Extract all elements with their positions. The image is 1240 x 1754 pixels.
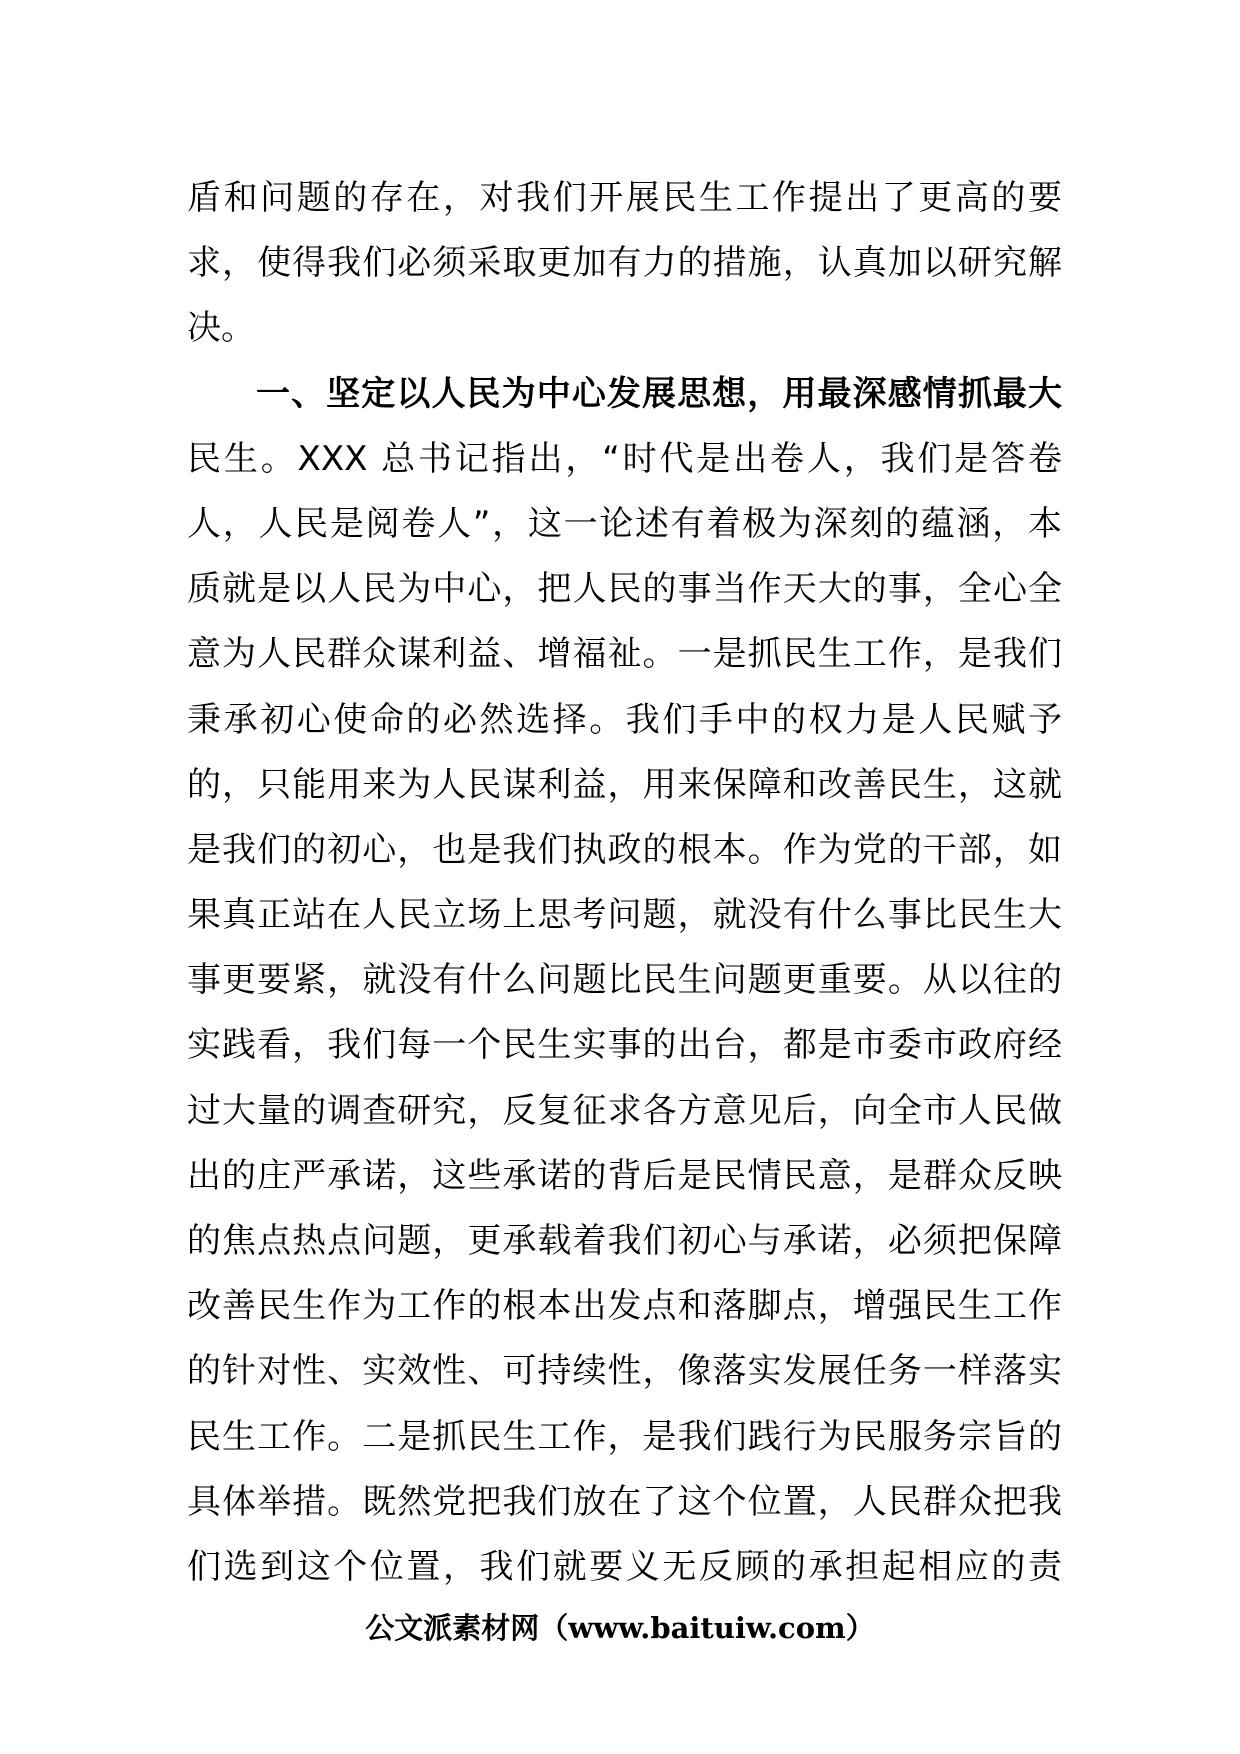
text-line: 人，人民是阅卷人”，这一论述有着极为深刻的蕴涵，本 <box>187 503 1062 544</box>
text-line: 改善民生作为工作的根本出发点和落脚点，增强民生工作 <box>187 1286 1062 1327</box>
text-line: 秉承初心使命的必然选择。我们手中的权力是人民赋予 <box>187 699 1062 740</box>
text-line: 的，只能用来为人民谋利益，用来保障和改善民生，这就 <box>187 764 1062 805</box>
text-line: 民生。XXX 总书记指出，“时代是出卷人，我们是答卷 <box>187 438 1062 479</box>
document-body <box>187 166 1062 1600</box>
text-line: 果真正站在人民立场上思考问题，就没有什么事比民生大 <box>187 895 1062 936</box>
text-line: 民生工作。二是抓民生工作，是我们践行为民服务宗旨的 <box>187 1416 1062 1457</box>
text-line: 实践看，我们每一个民生实事的出台，都是市委市政府经 <box>187 1025 1062 1066</box>
text-line: 过大量的调查研究，反复征求各方意见后，向全市人民做 <box>187 1090 1062 1131</box>
text-line: 事更要紧，就没有什么问题比民生问题更重要。从以往的 <box>187 960 1062 1001</box>
text-line: 意为人民群众谋利益、增福祉。一是抓民生工作，是我们 <box>187 634 1062 675</box>
text-line: 是我们的初心，也是我们执政的根本。作为党的干部，如 <box>187 829 1062 870</box>
text-line: 的针对性、实效性、可持续性，像落实发展任务一样落实 <box>187 1351 1062 1392</box>
text-line: 具体举措。既然党把我们放在了这个位置，人民群众把我 <box>187 1481 1062 1522</box>
text-line: 决。 <box>187 308 255 349</box>
text-line: 们选到这个位置，我们就要义无反顾的承担起相应的责 <box>187 1546 1062 1587</box>
text-line: 的焦点热点问题，更承载着我们初心与承诺，必须把保障 <box>187 1221 1062 1261</box>
text-line: 出的庄严承诺，这些承诺的背后是民情民意，是群众反映 <box>187 1155 1062 1196</box>
section-heading-line: 一、坚定以人民为中心发展思想，用最深感情抓最大 <box>256 373 1062 414</box>
text-line: 质就是以人民为中心，把人民的事当作天大的事，全心全 <box>187 569 1062 610</box>
text-line: 盾和问题的存在，对我们开展民生工作提出了更高的要 <box>187 178 1062 218</box>
text-line: 求，使得我们必须采取更加有力的措施，认真加以研究解 <box>187 243 1062 284</box>
page-footer: 公文派素材网（www.baituiw.com） <box>365 1611 875 1645</box>
